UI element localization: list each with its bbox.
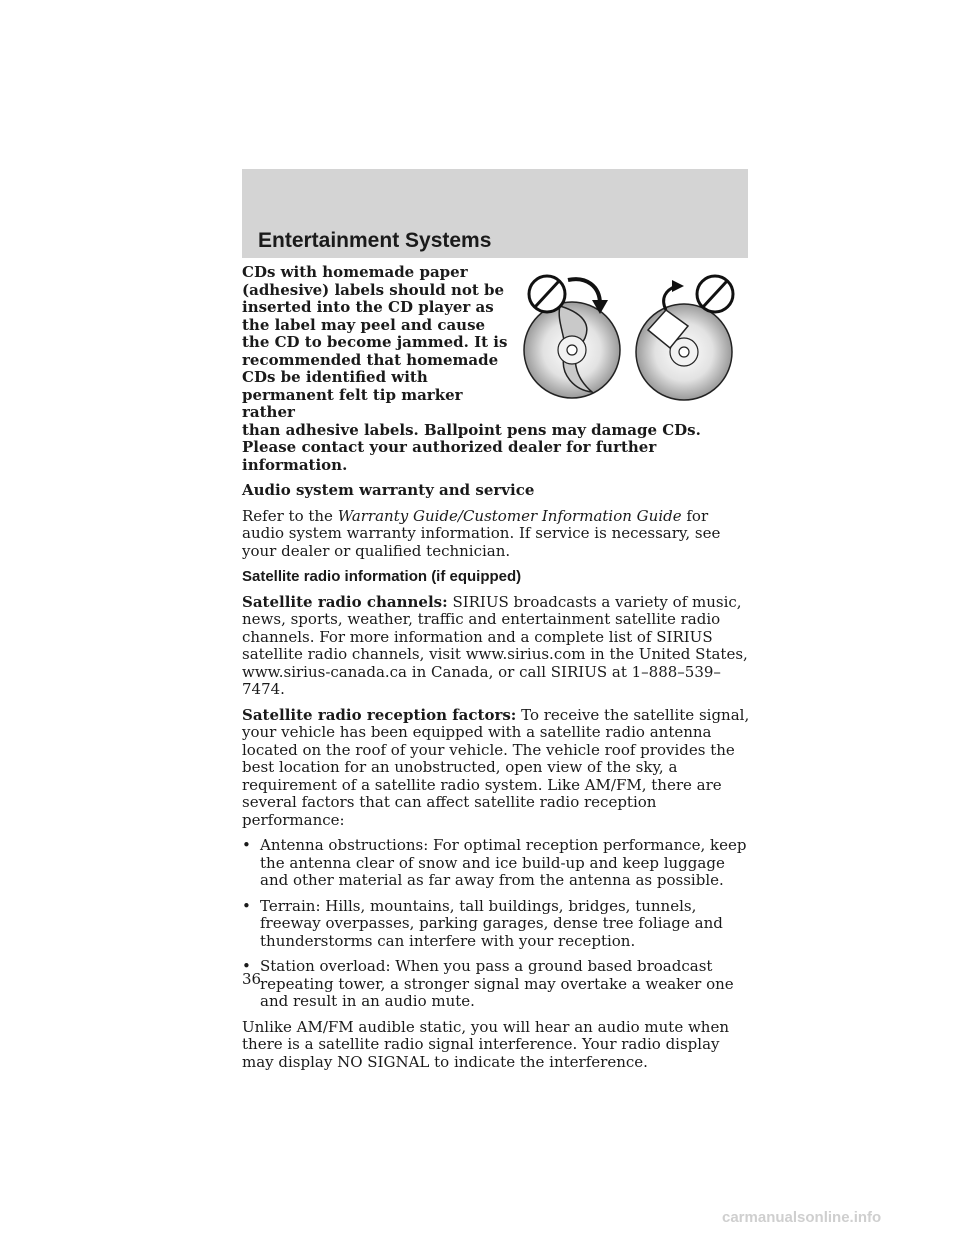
list-item	[242, 837, 752, 890]
warranty-heading: Audio system warranty and service	[242, 481, 535, 499]
list-item	[242, 958, 752, 1011]
bullet-icon: •	[242, 896, 251, 915]
cd-label-warning-lead: CDs with homemade paper (adhesive) labels should not be inserted into the CD player as the label may peel and cause the CD to become jammed. It is recommended that homemade CDs be identified with permanent felt tip marker rather	[242, 263, 508, 421]
cd-label-warning-continuation: than adhesive labels. Ballpoint pens may damage CDs. Please contact your authorized dealer for further information.	[242, 420, 701, 474]
warranty-paragraph	[242, 508, 752, 561]
satellite-closing-paragraph: Unlike AM/FM audible static, you will hear an audio mute when there is a satellite radio signal interference. Your radio display may display NO SIGNAL to indicate the interference.	[242, 1017, 730, 1071]
reception-factors-list	[242, 837, 752, 1011]
satellite-reception-text: To receive the satellite signal, your vehicle has been equipped with a satellite radio antenna located on the roof of your vehicle. The vehicle roof provides the best location for an unobstructed, open view of the sky, a requirement of a satellite radio system. Like AM/FM, there are several factors that can affect satellite radio reception performance:	[242, 705, 750, 829]
warranty-text-after: for audio system warranty information. If service is necessary, see your dealer or qualified technician.	[242, 506, 721, 560]
list-item-text: Antenna obstructions: For optimal reception performance, keep the antenna clear of snow and ice build-up and keep luggage and other material as far away from the antenna as possible.	[260, 836, 747, 889]
bullet-icon: •	[242, 957, 251, 975]
satellite-reception-label: Satellite radio reception factors:	[242, 705, 517, 724]
warranty-text-before: Refer to the	[242, 506, 338, 525]
satellite-channels-label: Satellite radio channels:	[242, 592, 448, 611]
satellite-heading: Satellite radio information (if equipped)	[242, 568, 522, 585]
satellite-channels-paragraph	[242, 594, 752, 699]
bullet-icon: •	[242, 836, 251, 854]
page-content	[242, 264, 752, 1079]
warranty-guide-title: Warranty Guide/Customer Information Guide	[337, 506, 682, 525]
watermark: carmanualsonline.info	[722, 1209, 882, 1226]
cd-label-warning	[242, 264, 752, 474]
list-item	[242, 898, 752, 951]
section-title: Entertainment Systems	[258, 229, 492, 252]
satellite-channels-text: SIRIUS broadcasts a variety of music, news, sports, weather, traffic and entertainment satellite radio channels. For more information and a complete list of SIRIUS satellite radio channels, visit www.sirius.com in the United States, www.sirius-canada.ca in Canada, or call SIRIUS at 1–888–539–7474.	[242, 592, 748, 698]
page-number: 36	[242, 970, 262, 988]
satellite-reception-paragraph	[242, 707, 752, 830]
list-item-text: Terrain: Hills, mountains, tall buildings, bridges, tunnels, freeway overpasses, parking garages, dense tree foliage and thunderstorms can interfere with your reception.	[260, 896, 723, 950]
list-item-text: Station overload: When you pass a ground based broadcast repeating tower, a stronger signal may overtake a weaker one and result in an audio mute.	[260, 957, 734, 1010]
